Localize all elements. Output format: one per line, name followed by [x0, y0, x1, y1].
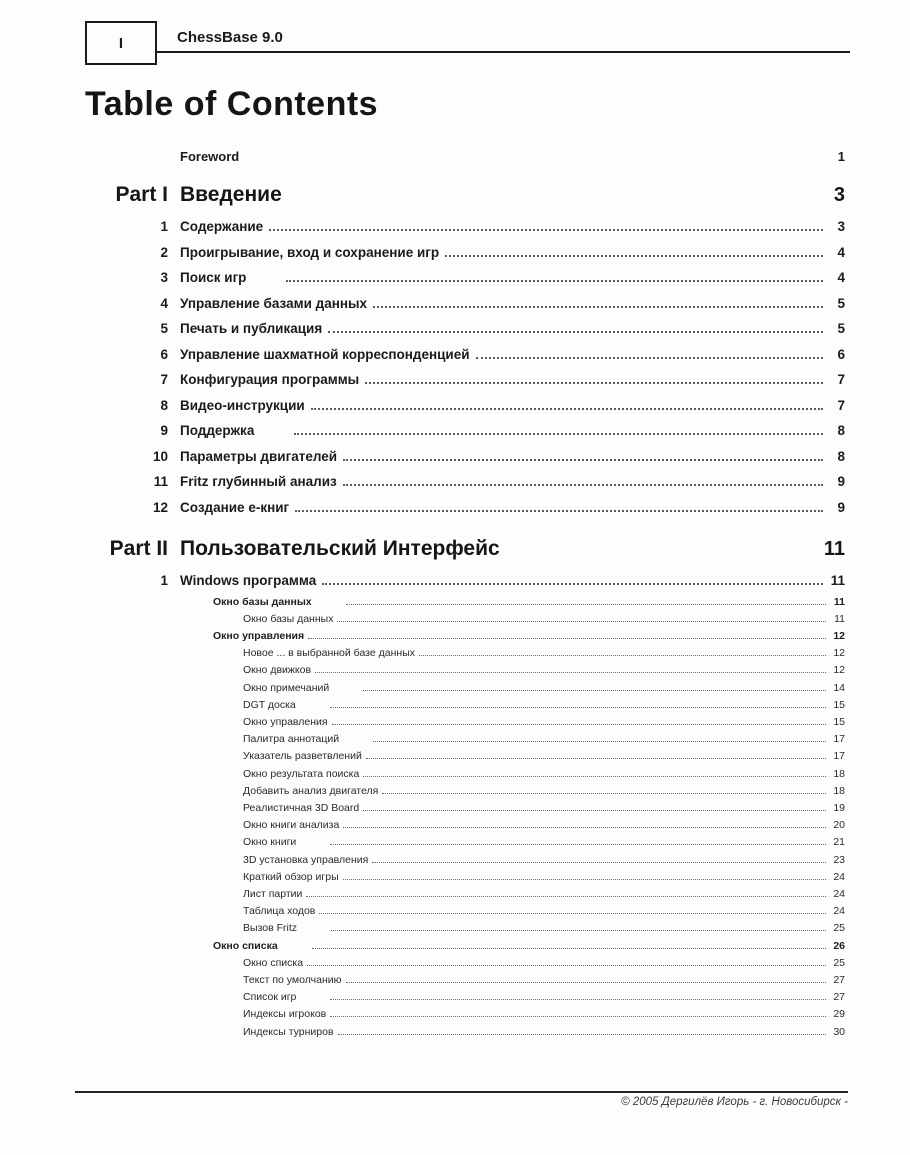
dotted-leader	[382, 793, 826, 794]
subitem-label: Краткий обзор игры	[243, 870, 339, 883]
toc-subitem-row	[85, 783, 845, 800]
subitem-label: Новое ... в выбранной базе данных	[243, 647, 415, 660]
dotted-leader	[373, 741, 826, 742]
subitem-label: Вызов Fritz	[243, 922, 297, 935]
subitem-label: 3D установка управления	[243, 853, 369, 866]
chapter-row	[85, 316, 845, 342]
toc-subitem-row	[85, 817, 845, 834]
part-title: Пользовательский Интерфейс	[180, 537, 500, 560]
toc-subitem-row	[85, 594, 845, 611]
dotted-leader	[343, 827, 826, 828]
subitem-label: Окно управления	[213, 629, 305, 642]
dotted-leader	[366, 758, 826, 759]
chapter-page-number: 7	[837, 372, 845, 387]
subitem-page-number: 25	[833, 922, 845, 935]
foreword-label: Foreword	[180, 149, 240, 164]
foreword-row	[85, 148, 845, 166]
subitem-label: Окно базы данных	[213, 595, 312, 608]
dotted-leader	[337, 621, 826, 622]
dotted-leader	[330, 844, 826, 845]
dotted-leader	[319, 913, 826, 914]
subitem-page-number: 19	[833, 801, 845, 814]
toc-subitem-row	[85, 800, 845, 817]
chapter-label: Fritz глубинный анализ	[180, 474, 337, 489]
toc-subitem-row	[85, 955, 845, 972]
subitem-label: Добавить анализ двигателя	[243, 784, 379, 797]
chapter-label: Поддержка	[180, 423, 255, 438]
chapter-list	[85, 568, 845, 1041]
chapter-page-number: 6	[837, 346, 845, 362]
subitem-label: Список игр	[243, 991, 297, 1004]
chapter-number: 6	[160, 346, 168, 362]
part-page-number: 3	[833, 184, 845, 206]
toc-subitem-row	[85, 731, 845, 748]
chapter-page-number: 5	[837, 321, 845, 336]
chapter-page-number: 8	[837, 423, 845, 438]
chapter-row	[85, 393, 845, 419]
subitem-page-number: 18	[833, 767, 845, 780]
subitem-page-number: 11	[834, 612, 845, 625]
dotted-leader	[315, 672, 826, 673]
dotted-leader	[363, 776, 826, 777]
dotted-leader	[307, 965, 826, 966]
subitem-page-number: 17	[833, 733, 845, 746]
chapter-page-number: 9	[837, 474, 845, 489]
chapter-label: Параметры двигателей	[180, 448, 338, 464]
chapter-label: Конфигурация программы	[180, 372, 360, 387]
chapter-number: 12	[152, 499, 168, 515]
toc-subitem-row	[85, 680, 845, 697]
chapter-number: 2	[160, 244, 168, 260]
subitem-label: DGT доска	[243, 698, 296, 711]
toc-subitem-row	[85, 834, 845, 851]
chapter-number: 3	[160, 270, 168, 285]
subitem-page-number: 24	[833, 870, 845, 883]
chapter-number: 7	[160, 372, 168, 387]
subitem-page-number: 24	[833, 905, 845, 918]
dotted-leader	[338, 1034, 826, 1035]
toc-subitem-row	[85, 972, 845, 989]
toc-subitem-row	[85, 1024, 845, 1041]
part-label: Part II	[109, 537, 168, 560]
chapter-number: 8	[160, 397, 168, 413]
toc-subitem-row	[85, 611, 845, 628]
toc-subitem-row	[85, 748, 845, 765]
toc-subitem-row	[85, 714, 845, 731]
chapter-number: 10	[152, 448, 168, 464]
subitem-page-number: 12	[833, 664, 845, 677]
subitem-label: Окно управления	[243, 715, 328, 728]
chapter-row	[85, 469, 845, 495]
subitem-label: Палитра аннотаций	[243, 733, 340, 746]
header-title: ChessBase 9.0	[177, 29, 283, 46]
chapter-row	[85, 367, 845, 393]
toc-subitem-row	[85, 766, 845, 783]
toc-subitem-row	[85, 869, 845, 886]
chapter-label: Создание е-книг	[180, 499, 290, 515]
chapter-page-number: 8	[837, 448, 845, 464]
chapter-page-number: 5	[837, 295, 845, 311]
dotted-leader	[445, 255, 823, 257]
subitem-page-number: 18	[833, 784, 845, 797]
toc-subitem-row	[85, 886, 845, 903]
dotted-leader	[330, 1016, 826, 1017]
dotted-leader	[372, 862, 826, 863]
dotted-leader	[308, 638, 826, 639]
chapter-label: Windows программа	[180, 573, 317, 588]
toc-subitem-row	[85, 852, 845, 869]
subitem-label: Окно базы данных	[243, 612, 334, 625]
page-number-box-label: I	[118, 34, 124, 52]
part-page-number: 11	[823, 538, 845, 560]
toc-parts	[85, 180, 845, 1041]
dotted-leader	[322, 583, 823, 585]
page-title: Table of Contents	[85, 85, 379, 123]
chapter-row	[85, 291, 845, 317]
subitem-label: Реалистичная 3D Board	[243, 801, 360, 814]
subitem-page-number: 12	[833, 647, 845, 660]
toc-subitem-row	[85, 989, 845, 1006]
subitem-page-number: 15	[833, 698, 845, 711]
subitem-label: Окно списка	[243, 956, 304, 969]
chapter-number: 1	[160, 219, 168, 234]
dotted-leader	[343, 459, 823, 461]
toc-subitem-row	[85, 628, 845, 645]
subitem-label: Текст по умолчанию	[243, 973, 342, 986]
subitem-label: Указатель разветвлений	[243, 750, 362, 763]
dotted-leader	[294, 433, 823, 435]
chapter-label: Управление шахматной корреспонденцией	[180, 346, 470, 362]
subitem-page-number: 26	[833, 939, 845, 952]
dotted-leader	[312, 948, 826, 949]
dotted-leader	[346, 604, 826, 605]
footer-copyright: © 2005 Дергилёв Игорь - г. Новосибирск -	[621, 1096, 848, 1108]
chapter-page-number: 4	[837, 244, 845, 260]
dotted-leader	[295, 510, 823, 512]
dotted-leader	[363, 690, 826, 691]
chapter-number: 9	[160, 423, 168, 438]
chapter-row	[85, 240, 845, 266]
toc-subitem-row	[85, 645, 845, 662]
chapter-page-number: 9	[837, 499, 845, 515]
dotted-leader	[363, 810, 826, 811]
subitem-label: Окно результата поиска	[243, 767, 360, 780]
subitem-label: Окно движков	[243, 664, 312, 677]
subitem-page-number: 24	[833, 887, 845, 900]
dotted-leader	[343, 879, 826, 880]
subitem-label: Индексы турниров	[243, 1025, 334, 1038]
dotted-leader	[419, 655, 826, 656]
chapter-row	[85, 265, 845, 291]
subitem-page-number: 20	[833, 819, 845, 832]
chapter-page-number: 3	[837, 219, 845, 234]
subitem-page-number: 11	[833, 595, 845, 608]
toc-subitem-row	[85, 697, 845, 714]
chapter-row	[85, 214, 845, 240]
subitem-label: Окно списка	[213, 939, 278, 952]
chapter-label: Содержание	[180, 219, 264, 234]
chapter-label: Управление базами данных	[180, 295, 368, 311]
dotted-leader	[343, 484, 823, 486]
chapter-number: 4	[160, 295, 168, 311]
part-label: Part I	[115, 183, 168, 206]
subitem-label: Окно примечаний	[243, 681, 330, 694]
dotted-leader	[330, 999, 826, 1000]
subitem-label: Таблица ходов	[243, 905, 316, 918]
chapter-list	[85, 214, 845, 520]
part-row	[85, 534, 845, 564]
part-row	[85, 180, 845, 210]
subitem-page-number: 30	[833, 1025, 845, 1038]
chapter-label: Видео-инструкции	[180, 397, 305, 413]
dotted-leader	[331, 930, 826, 931]
chapter-number: 5	[160, 321, 168, 336]
dotted-leader	[330, 707, 826, 708]
chapter-number: 1	[160, 573, 168, 588]
toc-subitem-row	[85, 903, 845, 920]
dotted-leader	[346, 982, 827, 983]
chapter-label: Проигрывание, вход и сохранение игр	[180, 244, 440, 260]
subitem-label: Лист партии	[243, 887, 303, 900]
subitem-page-number: 29	[833, 1008, 845, 1021]
dotted-leader	[269, 229, 823, 231]
chapter-page-number: 4	[837, 270, 845, 285]
dotted-leader	[373, 306, 823, 308]
subitem-page-number: 25	[833, 956, 845, 969]
subitem-page-number: 12	[833, 629, 845, 642]
toc-subitem-row	[85, 1006, 845, 1023]
subitem-page-number: 17	[833, 750, 845, 763]
chapter-row	[85, 495, 845, 521]
dotted-leader	[365, 382, 823, 384]
toc	[85, 0, 845, 1041]
chapter-row	[85, 444, 845, 470]
chapter-label: Поиск игр	[180, 270, 247, 285]
subitem-page-number: 27	[833, 991, 845, 1004]
chapter-row	[85, 568, 845, 594]
part-title: Введение	[180, 183, 282, 206]
dotted-leader	[476, 357, 823, 359]
chapter-page-number: 11	[830, 573, 845, 588]
subitem-page-number: 15	[833, 715, 845, 728]
page-number-box	[85, 21, 157, 65]
foreword-page-number: 1	[837, 149, 845, 164]
subitem-page-number: 14	[833, 681, 845, 694]
chapter-page-number: 7	[837, 397, 845, 413]
dotted-leader	[332, 724, 826, 725]
subitem-page-number: 27	[833, 973, 845, 986]
subitem-page-number: 21	[833, 836, 845, 849]
dotted-leader	[328, 331, 823, 333]
chapter-row	[85, 342, 845, 368]
subitem-page-number: 23	[833, 853, 845, 866]
subitem-label: Окно книги	[243, 836, 297, 849]
subitem-label: Окно книги анализа	[243, 819, 340, 832]
dotted-leader	[286, 280, 823, 282]
dotted-leader	[306, 896, 826, 897]
chapter-number: 11	[153, 474, 168, 489]
toc-subitem-row	[85, 662, 845, 679]
subitem-label: Индексы игроков	[243, 1008, 327, 1021]
chapter-label: Печать и публикация	[180, 321, 323, 336]
dotted-leader	[311, 408, 823, 410]
toc-subitem-row	[85, 920, 845, 937]
toc-subitem-row	[85, 938, 845, 955]
footer-rule	[75, 1091, 848, 1093]
chapter-row	[85, 418, 845, 444]
